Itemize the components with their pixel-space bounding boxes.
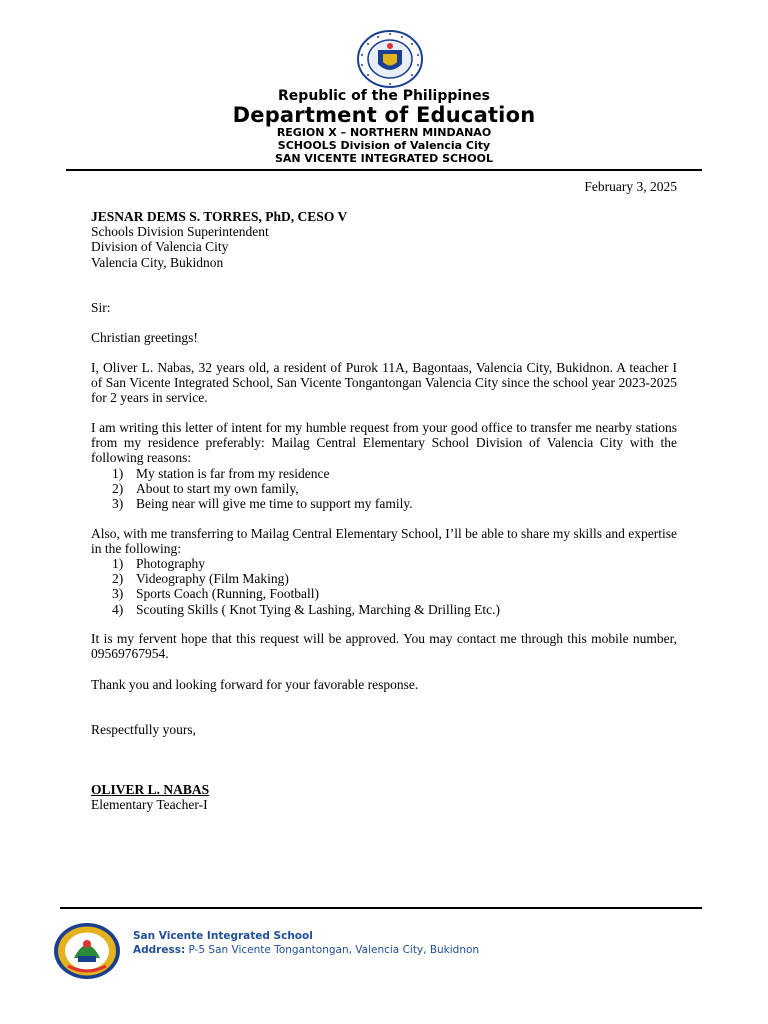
reasons-list bbox=[112, 466, 413, 512]
header-department: Department of Education bbox=[232, 103, 536, 127]
list-item: 2) Videography (Film Making) bbox=[112, 571, 289, 587]
footer-address-label: Address: bbox=[133, 944, 186, 956]
letter-date: February 3, 2025 bbox=[584, 179, 677, 194]
recipient-block bbox=[91, 209, 347, 270]
signatory-title: Elementary Teacher-I bbox=[91, 797, 208, 812]
intro-paragraph: I, Oliver L. Nabas, 32 years old, a resident of Purok 11A, Bagontaas, Valencia City, Bukidnon. A teacher I of San Vicente Integrated School, San Vicente Tongantongan Valencia City since the school year 2023-2025 for 2 years in service. bbox=[91, 360, 677, 406]
skills-list bbox=[112, 556, 500, 617]
header-division: SCHOOLS Division of Valencia City bbox=[277, 139, 491, 152]
list-item: 1) My station is far from my residence bbox=[112, 466, 330, 481]
footer-divider bbox=[60, 907, 702, 909]
closing-line: Respectfully yours, bbox=[91, 722, 196, 737]
footer-school-name: San Vicente Integrated School bbox=[133, 930, 313, 942]
recipient-address: Valencia City, Bukidnon bbox=[91, 254, 224, 270]
header-region: REGION X – NORTHERN MINDANAO bbox=[276, 126, 492, 139]
list-item: 3) Sports Coach (Running, Football) bbox=[112, 586, 319, 602]
deped-seal-logo bbox=[356, 30, 424, 88]
list-item: 1) Photography bbox=[112, 556, 205, 571]
list-item: 2) About to start my own family, bbox=[112, 481, 299, 497]
header-divider bbox=[66, 169, 702, 171]
thanks-line: Thank you and looking forward for your favorable response. bbox=[91, 677, 419, 692]
recipient-division: Division of Valencia City bbox=[91, 239, 229, 255]
request-paragraph: I am writing this letter of intent for my humble request from your good office to transfer me nearby stations from my residence preferably: Mailag Central Elementary School Division of Valencia City with the following reasons: bbox=[91, 420, 677, 466]
list-item: 4) Scouting Skills ( Knot Tying & Lashing, Marching & Drilling Etc.) bbox=[112, 601, 501, 617]
list-item: 3) Being near will give me time to support my family. bbox=[112, 496, 413, 512]
footer-address bbox=[133, 944, 479, 956]
header-republic: Republic of the Philippines bbox=[278, 88, 490, 104]
footer-address-value: P-5 San Vicente Tongantongan, Valencia City, Bukidnon bbox=[188, 944, 480, 956]
header-school: SAN VICENTE INTEGRATED SCHOOL bbox=[274, 152, 494, 165]
greeting: Christian greetings! bbox=[91, 330, 198, 345]
hope-paragraph: It is my fervent hope that this request will be approved. You may contact me through this mobile number, 09569767954. bbox=[91, 631, 677, 662]
recipient-title: Schools Division Superintendent bbox=[91, 224, 269, 240]
school-seal-logo bbox=[52, 922, 122, 980]
salutation: Sir: bbox=[91, 300, 111, 315]
recipient-name: JESNAR DEMS S. TORRES, PhD, CESO V bbox=[91, 209, 348, 224]
signatory-name: OLIVER L. NABAS bbox=[91, 782, 210, 797]
skills-intro-paragraph: Also, with me transferring to Mailag Central Elementary School, I’ll be able to share my skills and expertise in the following: bbox=[91, 526, 677, 557]
